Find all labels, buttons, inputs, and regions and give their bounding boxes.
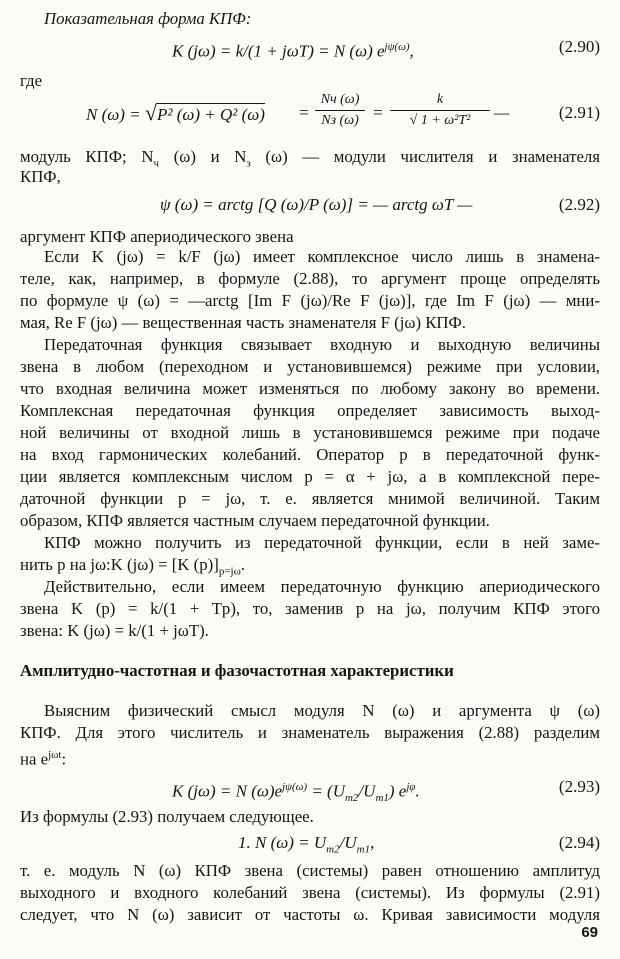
text-line: Действительно, если имеем передаточную функцию апериодического <box>44 577 600 596</box>
text-line: Показательная форма КПФ: <box>44 9 252 28</box>
text-line: Передаточная функция связывает входную и выходную величины <box>44 335 600 354</box>
text-line: аргумент КПФ апериодического звена <box>20 227 294 246</box>
text-line: выходного и входного колебаний звена (системы). Из формулы (2.91) <box>20 883 600 902</box>
text-line: где <box>20 71 43 90</box>
text-line: ной величины от входной лишь в установившемся режиме при подаче <box>20 423 600 442</box>
text-line: звена K (p) = k/(1 + Tp), то, заменив p на jω, получим КПФ этого <box>20 599 600 618</box>
page-number: 69 <box>581 924 598 941</box>
text-line: Если K (jω) = k/F (jω) имеет комплексное число лишь в знамена- <box>44 247 600 266</box>
text-line: КПФ, <box>20 167 61 186</box>
text-line: звена: K (jω) = k/(1 + jωT). <box>20 621 209 640</box>
text-line: по формуле ψ (ω) = —arctg [Im F (jω)/Re F (jω)], где Im F (jω) — мни- <box>20 291 600 310</box>
equation-2-94: 1. N $(\omega) = U_{m2}/U_{m1}$, <box>238 833 375 856</box>
equals-sign: = <box>298 103 310 122</box>
text-line: даточной функции p = jω, т. е. является мнимой величиной. Таким <box>20 489 600 508</box>
text-line: Комплексная передаточная функция определяет зависимость выход- <box>20 401 600 420</box>
text-line: образом, КПФ является частным случаем передаточной функции. <box>20 511 490 530</box>
equation-number: (2.94) <box>558 833 600 852</box>
fraction-k-sqrt: k √ 1 + ω²T² <box>390 92 490 129</box>
text-line: звена в любом (переходном и установившемся) режиме при условии, <box>20 357 600 376</box>
dash: — <box>494 103 510 122</box>
equation-number: (2.93) <box>558 777 600 796</box>
equals-sign: = <box>372 103 384 122</box>
equation-2-92: ψ (ω) = arctg [Q (ω)/P (ω)] = — arctg ωT — <box>160 195 473 214</box>
text-line: т. е. модуль N (ω) КПФ звена (системы) равен отношению амплитуд <box>20 861 600 880</box>
equation-2-90: K (jω) = k/(1 + jωT) = N (ω) $e^{j\psi(\omega)}$, <box>172 41 414 61</box>
equation-number: (2.91) <box>558 103 600 122</box>
text-line: нить p на jω:K (jω) = [K $(p)]_{p=j\omega}$. <box>20 555 246 578</box>
text-line: КПФ. Для этого числитель и знаменатель выражения (2.88) разделим <box>20 723 600 742</box>
text-line: КПФ можно получить из передаточной функции, если в ней заме- <box>44 533 600 552</box>
text-line: ции является комплексным числом p = α + jω, а в комплексной пере- <box>20 467 600 486</box>
text-line: на $e^{j\omega t}$: <box>20 749 67 769</box>
text-line: следует, что N (ω) зависит от частоты ω. Кривая зависимости модуля <box>20 905 600 924</box>
text-line: модуль КПФ; $N_ч$ (ω) и $N_з$ (ω) — модули числителя и знаменателя <box>20 147 600 170</box>
fraction-nch-nz: Nч (ω) Nз (ω) <box>315 92 365 129</box>
equation-2-93: K (jω) = N $(\omega)e^{j\psi(\omega)} = (U_{m2}/U_{m1})$ $e^{j\varphi}$. <box>172 781 420 805</box>
equation-number: (2.92) <box>558 195 600 214</box>
section-heading: Амплитудно-частотная и фазочастотная характеристики <box>20 661 454 680</box>
text-line: на вход гармонических колебаний. Оператор p в передаточной функ- <box>20 445 600 464</box>
text-line: мая, Re F (jω) — вещественная часть знаменателя F (jω) КПФ. <box>20 313 467 332</box>
text-line: теле, как, например, в формуле (2.88), то аргумент проще определять <box>20 269 600 288</box>
equation-number: (2.90) <box>558 37 600 56</box>
text-line: Из формулы (2.93) получаем следующее. <box>20 807 314 826</box>
equation-2-91: N (ω) = √P² (ω) + Q² (ω) <box>86 100 265 125</box>
text-line: что входная величина может изменяться по любому закону во времени. <box>20 379 600 398</box>
text-line: Выясним физический смысл модуля N (ω) и аргумента ψ (ω) <box>44 701 600 720</box>
